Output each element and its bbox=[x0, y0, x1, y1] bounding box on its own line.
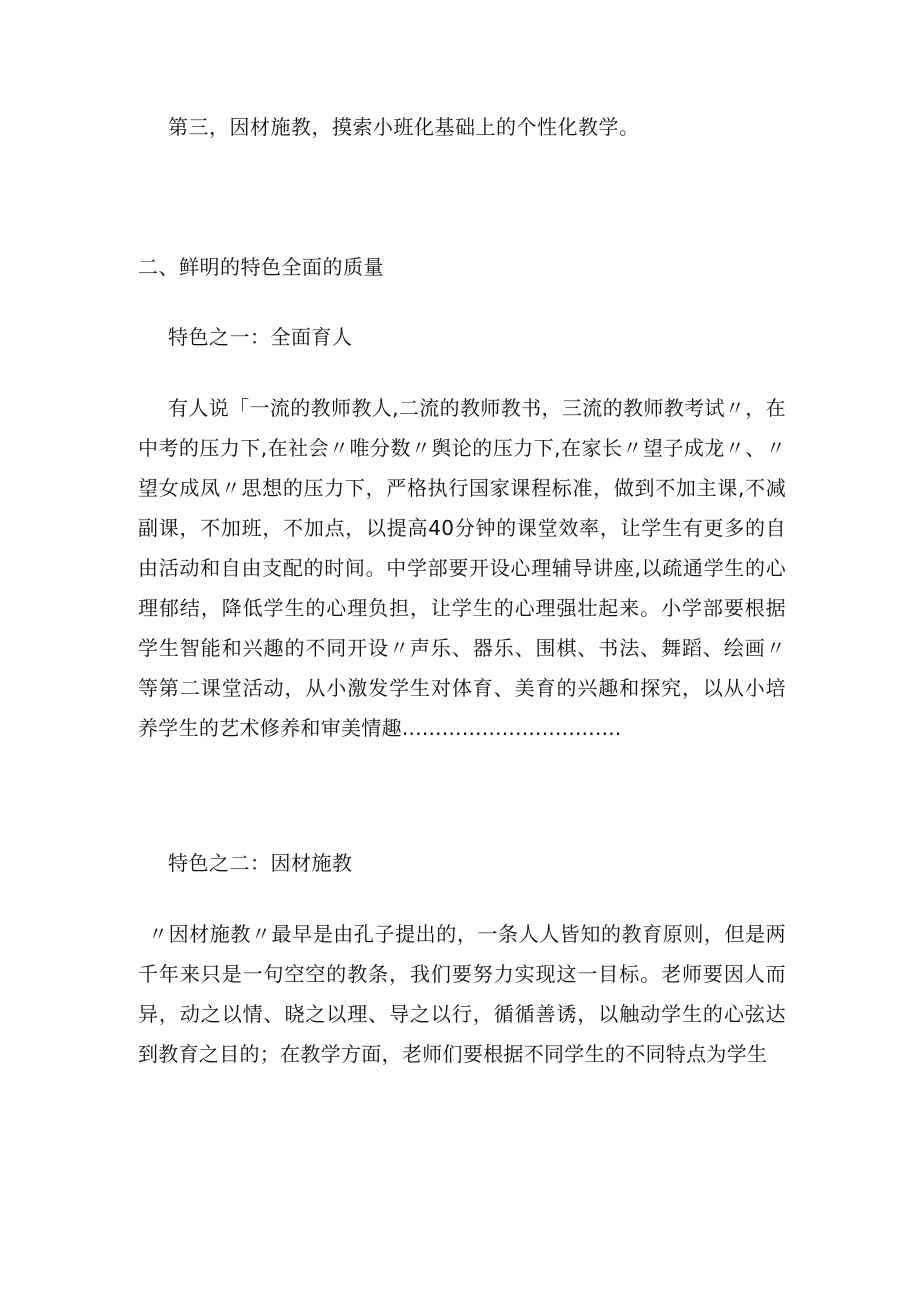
feature-1-heading: 特色之一：全面育人 bbox=[168, 325, 353, 349]
feature-2-heading: 特色之二：因材施教 bbox=[168, 851, 353, 875]
feature-2-body: 〃因材施教〃最早是由孔子提出的，一条人人皆知的教育原则，但是两千年来只是一句空空的教条，我们要努力实现这一目标。老师要因人而异，动之以情、晓之以理、导之以行，循循善诱，以触动学生的心弦达到教育之目的；在教学方面，老师们要根据不同学生的不同特点为学生 bbox=[138, 922, 786, 1066]
section-heading: 二、鲜明的特色全面的质量 bbox=[138, 255, 384, 279]
paragraph-third-point: 第三，因材施教，摸索小班化基础上的个性化教学。 bbox=[168, 115, 640, 139]
feature-1-body: 有人说「一流的教师教人,二流的教师教书，三流的教师教考试〃，在中考的压力下,在社会〃唯分数〃舆论的压力下,在家长〃望子成龙〃、〃望女成凤〃思想的压力下，严格执行国家课程标准，做到不加主课,不减副课，不加班，不加点，以提高40分钟的课堂效率，让学生有更多的自由活动和自由支配的时间。中学部要开设心理辅导讲座,以疏通学生的心理郁结，降低学生的心理负担，让学生的心理强壮起来。小学部要根据学生智能和兴趣的不同开设〃声乐、器乐、围棋、书法、舞蹈、绘画〃等第二课堂活动，从小激发学生对体育、美育的兴趣和探究，以从小培养学生的艺术修养和审美情趣................................. bbox=[138, 396, 786, 740]
